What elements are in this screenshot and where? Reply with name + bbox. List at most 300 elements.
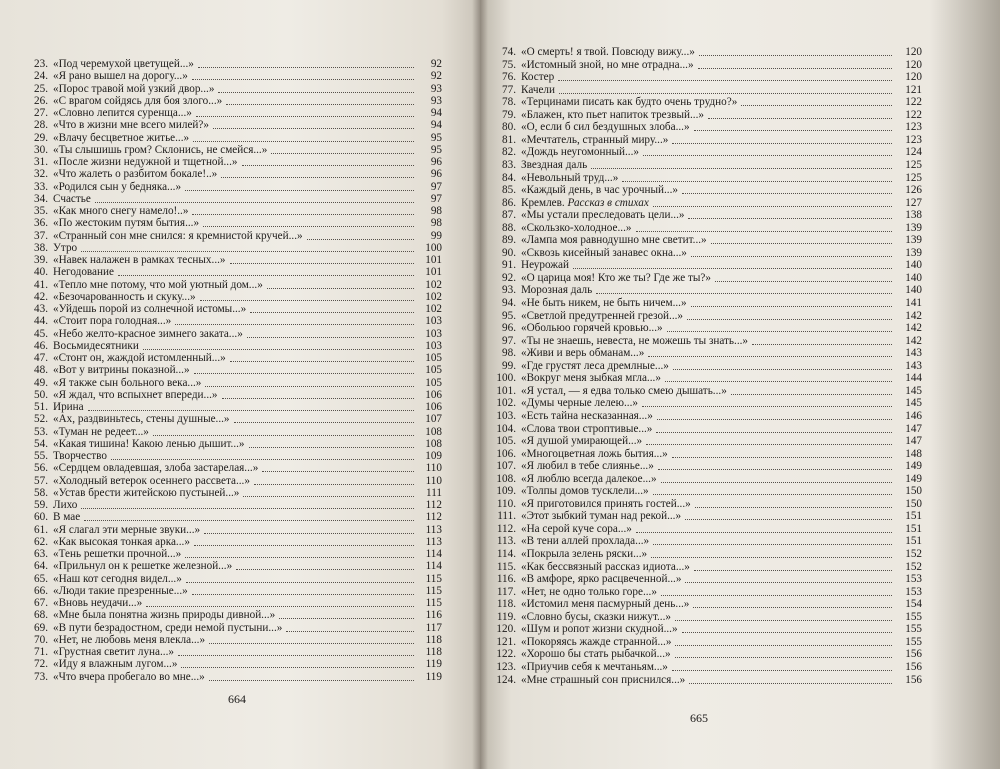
entry-number: 101.	[496, 384, 516, 397]
entry-page: 155	[905, 610, 922, 623]
entry-page: 125	[905, 158, 922, 171]
entry-title-text: «Я приготовился принять гостей...»	[521, 497, 691, 510]
contents-entry	[22, 462, 442, 474]
entry-number: 98.	[502, 347, 516, 360]
entry-number: 74.	[502, 46, 516, 58]
dot-leader	[153, 435, 414, 436]
entry-page: 120	[905, 71, 922, 84]
entry-title-text: «Небо желто-красное зимнего заката...»	[53, 327, 243, 340]
entry-title-text: Качели	[521, 83, 555, 96]
entry-number: 92.	[502, 271, 516, 284]
dot-leader	[685, 582, 892, 583]
entry-number: 86.	[502, 196, 516, 209]
page-edges	[930, 0, 1000, 769]
entry-number: 64.	[34, 560, 48, 573]
entry-number: 39.	[34, 254, 48, 266]
entry-number: 104.	[496, 422, 516, 435]
entry-title	[521, 310, 683, 322]
dot-leader	[695, 507, 892, 508]
entry-title-text: «Мне страшный сон приснился...»	[521, 673, 686, 686]
dot-leader	[262, 471, 414, 472]
entry-title	[53, 156, 238, 168]
dot-leader	[221, 177, 414, 178]
entry-number: 38.	[34, 241, 48, 254]
entry-number: 88.	[502, 221, 516, 234]
dot-leader	[642, 406, 892, 407]
entry-page: 94	[430, 119, 442, 132]
contents-entry	[490, 46, 922, 58]
entry-number: 99.	[502, 359, 516, 372]
entry-title	[521, 460, 654, 472]
entry-title-text: «Холодный ветерок осеннего рассвета...»	[53, 474, 250, 487]
entry-title	[53, 328, 243, 340]
entry-page: 118	[425, 646, 442, 658]
dot-leader	[694, 570, 892, 571]
entry-page: 142	[905, 322, 922, 335]
contents-entry	[490, 209, 922, 221]
entry-number: 78.	[502, 96, 516, 109]
entry-title	[521, 385, 727, 397]
entry-title-text: «Терцинами писать как будто очень трудно?»	[521, 96, 738, 109]
contents-entry	[22, 279, 442, 291]
dot-leader	[685, 519, 892, 520]
entry-page: 97	[430, 180, 442, 193]
entry-page: 109	[425, 450, 442, 462]
entry-title	[53, 622, 282, 634]
contents-entry	[22, 438, 442, 450]
entry-page: 120	[905, 46, 922, 58]
entry-number: 37.	[34, 229, 48, 242]
entry-title-text: «Вновь неудачи...»	[53, 597, 143, 609]
dot-leader	[687, 319, 892, 320]
contents-entry	[22, 230, 442, 242]
entry-number: 100.	[496, 372, 516, 385]
entry-page: 93	[430, 94, 442, 107]
contents-entry	[22, 242, 442, 254]
entry-page: 145	[905, 384, 922, 397]
entry-number: 72.	[34, 658, 48, 671]
entry-title-text: «Истомил меня пасмурный день...»	[521, 598, 690, 611]
dot-leader	[636, 231, 892, 232]
entry-page: 110	[425, 462, 442, 475]
entry-title	[521, 209, 684, 221]
entry-page: 139	[905, 221, 922, 234]
entry-page: 147	[905, 435, 922, 448]
entry-number: 117.	[496, 585, 516, 598]
contents-entry	[490, 247, 922, 259]
entry-title-text: «Покоряясь жажде странной...»	[521, 635, 672, 648]
entry-number: 118.	[496, 598, 516, 611]
entry-page: 98	[430, 217, 442, 230]
contents-entry	[490, 84, 922, 96]
entry-number: 124.	[496, 673, 516, 686]
dot-leader	[205, 386, 414, 387]
entry-title	[521, 347, 644, 359]
dot-leader	[84, 520, 414, 521]
entry-title	[521, 284, 592, 296]
entry-title	[53, 401, 84, 413]
entry-number: 75.	[502, 58, 516, 71]
entry-number: 67.	[34, 597, 48, 609]
entry-number: 40.	[34, 266, 48, 279]
dot-leader	[88, 410, 414, 411]
dot-leader	[675, 620, 892, 621]
entry-title-text: «Я любил в тебе слиянье...»	[521, 460, 654, 473]
entry-title	[521, 222, 632, 234]
page-number-left: 664	[228, 692, 246, 706]
dot-leader	[213, 128, 414, 129]
contents-entry	[22, 622, 442, 634]
entry-number: 47.	[34, 352, 48, 364]
contents-entry	[22, 119, 442, 131]
contents-entry	[490, 510, 922, 522]
entry-title	[521, 586, 657, 598]
entry-title-text: «Истомный зной, но мне отрадна...»	[521, 58, 694, 71]
dot-leader	[118, 275, 414, 276]
entry-title	[53, 511, 80, 523]
contents-entry	[490, 636, 922, 648]
entry-title-text: Негодование	[53, 266, 114, 279]
contents-entry	[490, 385, 922, 397]
entry-title-text: «Живи и верь обманам...»	[521, 347, 645, 360]
entry-number: 106.	[496, 447, 516, 460]
entry-page: 112	[425, 499, 442, 511]
dot-leader	[559, 93, 892, 94]
entry-page: 117	[425, 621, 442, 634]
dot-leader	[203, 226, 414, 227]
entry-title-text: «Думы черные лелею...»	[521, 397, 638, 410]
entry-title	[53, 315, 171, 327]
entry-title-text: «Обольюо горячей кровью...»	[521, 322, 663, 335]
entry-number: 33.	[34, 180, 48, 193]
entry-title	[521, 548, 647, 560]
contents-entry	[490, 146, 922, 158]
entry-page: 146	[905, 409, 922, 422]
entry-title-text: «Влачу бесцветное житье...»	[53, 131, 190, 144]
dot-leader	[715, 281, 892, 282]
dot-leader	[236, 569, 414, 570]
entry-title-text: «Словно бусы, сказки нижут...»	[521, 610, 671, 623]
entry-title	[521, 360, 669, 372]
contents-entry	[22, 205, 442, 217]
entry-title-text: «Невольный труд...»	[521, 171, 619, 184]
entry-title-text: «Покрыла зелень ряски...»	[521, 548, 648, 560]
dot-leader	[247, 337, 414, 338]
entry-title-text: «Как бессвязный рассказ идиота...»	[521, 560, 690, 573]
dot-leader	[95, 202, 414, 203]
entry-number: 114.	[496, 548, 516, 560]
entry-title-text: «Родился сын у бедняка...»	[53, 180, 182, 193]
entry-number: 95.	[502, 309, 516, 322]
entry-number: 56.	[34, 462, 48, 475]
dot-leader	[752, 344, 892, 345]
contents-entry	[22, 413, 442, 425]
entry-page: 126	[905, 184, 922, 197]
entry-title-text: «Что в жизни мне всего милей?»	[53, 119, 209, 132]
entry-number: 96.	[502, 322, 516, 335]
entry-title-text: «Как высокая тонкая арка...»	[53, 535, 190, 548]
entry-page: 113	[425, 535, 442, 548]
entry-title-text: «С врагом сойдясь для боя злого...»	[53, 94, 223, 107]
dot-leader	[226, 104, 414, 105]
dot-leader	[643, 155, 892, 156]
dot-leader	[146, 606, 414, 607]
entry-title-text: «Сквозь кисейный занавес окна...»	[521, 246, 687, 259]
entry-page: 139	[905, 234, 922, 247]
dot-leader	[81, 508, 414, 509]
contents-entry	[22, 107, 442, 119]
contents-entry	[22, 671, 442, 683]
entry-page: 96	[430, 156, 442, 168]
dot-leader	[661, 482, 892, 483]
entry-page: 102	[425, 278, 442, 291]
entry-title-text: Счастье	[53, 192, 91, 205]
entry-page: 111	[426, 486, 442, 499]
entry-page: 107	[425, 413, 442, 426]
contents-entry	[490, 335, 922, 347]
entry-title	[53, 217, 199, 229]
entry-title	[521, 59, 694, 71]
contents-entry	[490, 586, 922, 598]
entry-number: 71.	[34, 646, 48, 658]
entry-title-text: Творчество	[53, 450, 107, 462]
entry-page: 155	[905, 635, 922, 648]
entry-title-text: «Что жалеть о разбитом бокале!..»	[53, 168, 218, 181]
entry-page: 156	[905, 648, 922, 661]
dot-leader	[185, 190, 414, 191]
entry-number: 81.	[502, 133, 516, 146]
entry-page: 121	[905, 83, 922, 96]
entry-title-text: «Уйдешь порой из солнечной истомы...»	[53, 303, 247, 315]
entry-number: 89.	[502, 234, 516, 247]
entry-title	[521, 335, 748, 347]
entry-title	[53, 499, 77, 511]
entry-title	[53, 95, 222, 107]
entry-number: 84.	[502, 171, 516, 184]
entry-number: 30.	[34, 143, 48, 156]
dot-leader	[622, 181, 892, 182]
entry-title	[521, 234, 707, 246]
entry-title	[53, 266, 114, 278]
entry-title-text: «Под черемухой цветущей...»	[53, 58, 194, 70]
contents-entry	[490, 473, 922, 485]
entry-title	[521, 561, 690, 573]
entry-title	[53, 279, 263, 291]
entry-number: 82.	[502, 146, 516, 159]
contents-entry	[22, 328, 442, 340]
entry-page: 140	[905, 271, 922, 284]
entry-number: 35.	[34, 205, 48, 217]
entry-number: 49.	[34, 376, 48, 389]
contents-entry	[490, 197, 922, 209]
entry-title-text: «Тепло мне потому, что мой уютный дом...»	[53, 278, 263, 291]
entry-title	[521, 272, 711, 284]
entry-title-text: «В тени аллей прохлада...»	[521, 535, 650, 548]
entry-title	[521, 259, 569, 271]
entry-title	[53, 83, 214, 95]
entry-page: 156	[905, 673, 922, 686]
entry-title-text: «Толпы домов тусклели...»	[521, 485, 649, 498]
contents-entry	[22, 70, 442, 82]
entry-number: 41.	[34, 278, 48, 291]
entry-title-text: «Есть тайна несказанная...»	[521, 409, 653, 422]
entry-number: 97.	[502, 334, 516, 347]
entry-title	[53, 340, 139, 352]
entry-title	[53, 524, 200, 536]
entry-page: 105	[425, 364, 442, 377]
entry-title	[521, 611, 671, 623]
entry-number: 123.	[496, 660, 516, 673]
dot-leader	[192, 79, 414, 80]
entry-page: 150	[905, 485, 922, 498]
entry-number: 24.	[34, 70, 48, 83]
entry-page: 143	[905, 359, 922, 372]
entry-page: 108	[425, 425, 442, 438]
contents-entry	[22, 573, 442, 585]
entry-number: 76.	[502, 71, 516, 84]
entry-title	[53, 560, 232, 572]
dot-leader	[209, 643, 414, 644]
contents-entry	[490, 134, 922, 146]
contents-entry	[22, 560, 442, 572]
contents-entry	[22, 217, 442, 229]
entry-number: 31.	[34, 156, 48, 168]
entry-number: 42.	[34, 290, 48, 303]
contents-entry	[22, 487, 442, 499]
entry-title-text: «Слова твои строптивые...»	[521, 422, 653, 435]
contents-entry	[490, 71, 922, 83]
contents-entry	[490, 648, 922, 660]
entry-number: 90.	[502, 246, 516, 259]
entry-number: 51.	[34, 401, 48, 413]
entry-number: 121.	[496, 635, 516, 648]
dot-leader	[185, 557, 414, 558]
dot-leader	[699, 55, 892, 56]
entry-number: 112.	[496, 522, 516, 535]
right-page	[480, 0, 1000, 769]
entry-title-text: Неурожай	[521, 259, 569, 272]
dot-leader	[194, 545, 414, 546]
entry-number: 122.	[496, 648, 516, 661]
entry-title	[521, 322, 663, 334]
entry-number: 44.	[34, 315, 48, 328]
dot-leader	[675, 657, 892, 658]
dot-leader	[698, 68, 892, 69]
entry-title-text: «Приучив себя к мечтаньям...»	[521, 660, 668, 673]
contents-entry	[22, 389, 442, 401]
dot-leader	[682, 632, 892, 633]
entry-title-text: «Какая тишина! Какою ленью дышит...»	[53, 437, 245, 450]
entry-number: 79.	[502, 108, 516, 121]
contents-entry	[22, 597, 442, 609]
entry-number: 85.	[502, 184, 516, 197]
contents-entry	[22, 536, 442, 548]
entry-page: 124	[905, 146, 922, 159]
entry-title	[521, 598, 689, 610]
entry-page: 149	[905, 460, 922, 473]
contents-entry	[490, 435, 922, 447]
contents-entry	[22, 352, 442, 364]
entry-number: 94.	[502, 297, 516, 309]
entry-title	[521, 109, 704, 121]
entry-title	[53, 548, 181, 560]
entry-number: 110.	[496, 497, 516, 510]
entry-title	[521, 247, 687, 259]
contents-entry	[22, 364, 442, 376]
entry-title	[521, 523, 632, 535]
entry-title-text: Восьмидесятники	[53, 339, 139, 352]
entry-title	[53, 70, 188, 82]
entry-number: 115.	[496, 560, 516, 573]
entry-page: 152	[905, 560, 922, 573]
entry-number: 43.	[34, 303, 48, 315]
entry-title-text: «Безочарованность и скуку...»	[53, 290, 196, 303]
entry-title	[53, 303, 246, 315]
entry-number: 93.	[502, 284, 516, 297]
entry-number: 29.	[34, 131, 48, 144]
entry-number: 70.	[34, 633, 48, 646]
entry-title-text: «Вот у витрины показной...»	[53, 364, 190, 377]
dot-leader	[573, 268, 892, 269]
entry-title	[53, 193, 91, 205]
entry-title	[521, 397, 638, 409]
entry-page: 155	[905, 623, 922, 636]
dot-leader	[242, 165, 414, 166]
dot-leader	[204, 533, 414, 534]
contents-entry	[22, 450, 442, 462]
entry-title	[53, 242, 77, 254]
entry-title	[521, 636, 671, 648]
entry-number: 77.	[502, 83, 516, 96]
entry-title-text: «Грустная светит луна...»	[53, 646, 174, 658]
entry-title-text: «По жестоким путям бытия...»	[53, 217, 200, 230]
entry-page: 119	[425, 670, 442, 683]
entry-title-text: «Мечтатель, странный миру...»	[521, 133, 669, 146]
entry-number: 113.	[496, 535, 516, 548]
entry-page: 106	[425, 401, 442, 413]
contents-entry	[490, 498, 922, 510]
contents-entry	[22, 168, 442, 180]
entry-title-text: «Словно лепится суренща...»	[53, 107, 192, 119]
entry-title-text: «Дождь неугомонный...»	[521, 146, 639, 159]
contents-entry	[490, 234, 922, 246]
dot-leader	[691, 306, 892, 307]
entry-title-text: «Нет, не любовь меня влекла...»	[53, 633, 206, 646]
entry-page: 113	[425, 523, 442, 536]
entry-number: 83.	[502, 158, 516, 171]
entry-title-text: «Туман не редеет...»	[53, 425, 149, 438]
dot-leader	[111, 459, 414, 460]
entry-title	[53, 58, 194, 70]
entry-number: 54.	[34, 437, 48, 450]
entry-title-text: Лихо	[53, 499, 78, 511]
entry-number: 66.	[34, 584, 48, 597]
dot-leader	[234, 422, 414, 423]
entry-number: 116.	[496, 573, 516, 586]
entry-number: 109.	[496, 485, 516, 498]
entry-page: 101	[425, 254, 442, 266]
dot-leader	[653, 206, 892, 207]
entry-page: 122	[905, 96, 922, 109]
entry-page: 105	[425, 352, 442, 364]
contents-entry	[22, 634, 442, 646]
entry-title-text: «О смерть! я твой. Повсюду вижу...»	[521, 46, 695, 58]
entry-number: 50.	[34, 388, 48, 401]
entry-page: 118	[425, 633, 442, 646]
dot-leader	[691, 256, 892, 257]
entry-page: 142	[905, 334, 922, 347]
entry-title	[53, 462, 258, 474]
